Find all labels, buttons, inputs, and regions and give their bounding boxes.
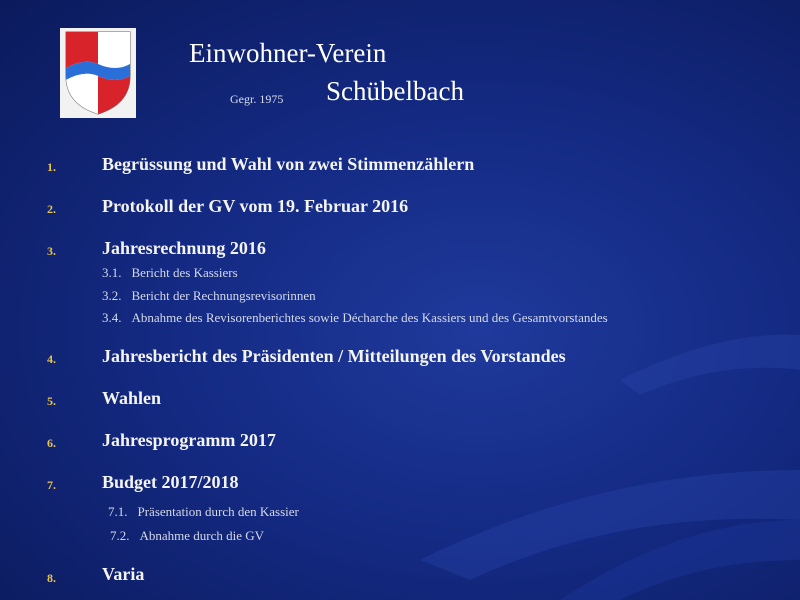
agenda-subitem — [108, 504, 299, 520]
subitem-label: Bericht der Rechnungsrevisorinnen — [131, 288, 316, 303]
subitem-label: Abnahme des Revisorenberichtes sowie Décharche des Kassiers und des Gesamtvorstandes — [131, 310, 608, 325]
agenda-number: 7. — [47, 478, 56, 492]
title-line-2: Schübelbach — [326, 76, 464, 106]
agenda-item: Protokoll der GV vom 19. Februar 2016 — [102, 196, 409, 216]
agenda-number: 4. — [47, 352, 56, 366]
subitem-number: 7.1. — [108, 504, 128, 519]
agenda-item: Begrüssung und Wahl von zwei Stimmenzählern — [102, 154, 475, 174]
agenda-number: 2. — [47, 202, 56, 216]
agenda-number: 3. — [47, 244, 56, 258]
subitem-number: 3.2. — [102, 288, 122, 303]
agenda-item: Wahlen — [102, 388, 162, 408]
agenda-item: Varia — [102, 564, 145, 584]
title-line-1: Einwohner-Verein — [189, 38, 387, 68]
agenda-subitem — [102, 288, 316, 304]
agenda-number: 5. — [47, 394, 56, 408]
subitem-number: 3.4. — [102, 310, 122, 325]
agenda-item: Jahresbericht des Präsidenten / Mitteilungen des Vorstandes — [102, 346, 566, 366]
subitem-label: Bericht des Kassiers — [131, 265, 238, 280]
subitem-number: 3.1. — [102, 265, 122, 280]
crest-logo — [60, 28, 136, 118]
founded-label: Gegr. 1975 — [230, 92, 284, 106]
agenda-item: Jahresrechnung 2016 — [102, 238, 266, 258]
agenda-subitem — [110, 528, 264, 544]
agenda-item: Budget 2017/2018 — [102, 472, 239, 492]
subitem-number: 7.2. — [110, 528, 130, 543]
subitem-label: Abnahme durch die GV — [139, 528, 265, 543]
agenda-number: 6. — [47, 436, 56, 450]
subitem-label: Präsentation durch den Kassier — [137, 504, 299, 519]
agenda-subitem — [102, 265, 238, 281]
agenda-number: 1. — [47, 160, 56, 174]
agenda-subitem — [102, 310, 608, 326]
agenda-item: Jahresprogramm 2017 — [102, 430, 276, 450]
agenda-number: 8. — [47, 571, 56, 585]
